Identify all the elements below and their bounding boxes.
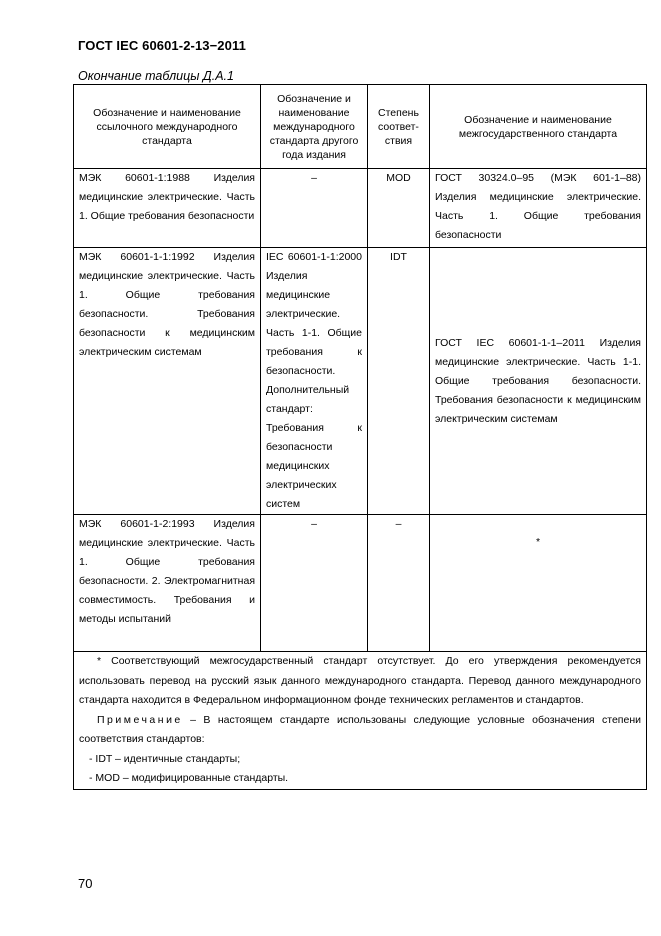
column-header-degree: Степень соответ-ствия [368, 85, 430, 169]
cell-interstate: * [430, 515, 647, 652]
cell-interstate: ГОСТ 30324.0–95 (МЭК 601-1–88) Изделия медицинские электрические. Часть 1. Общие требования безопасности [430, 169, 647, 248]
cell-ref: МЭК 60601-1:1988 Изделия медицинские электрические. Часть 1. Общие требования безопасности [74, 169, 261, 248]
page-number: 70 [78, 876, 93, 891]
table-row [74, 515, 647, 652]
column-header-interstate: Обозначение и наименование межгосударственного стандарта [430, 85, 647, 169]
notes-row [74, 652, 647, 790]
column-header-other: Обозначение и наименование международного стандарта другого года издания [261, 85, 368, 169]
note-item: - IDT – идентичные стандарты; [89, 752, 241, 765]
note-paragraph [79, 711, 641, 750]
document-header: ГОСТ IEC 60601-2-13−2011 [78, 38, 246, 53]
cell-ref: МЭК 60601-1-1:1992 Изделия медицинские электрические. Часть 1. Общие требования безопасности. Требования безопасности к медицинским электрическим системам [74, 248, 261, 515]
cell-degree: – [368, 515, 430, 652]
cell-other: – [261, 515, 368, 652]
table-header-row [74, 85, 647, 169]
cell-degree: MOD [368, 169, 430, 248]
cell-ref: МЭК 60601-1-2:1993 Изделия медицинские электрические. Часть 1. Общие требования безопасности. 2. Электромагнитная совместимость. Требования и методы испытаний [74, 515, 261, 652]
table-row [74, 248, 647, 515]
standards-table [73, 84, 647, 790]
table-row [74, 169, 647, 248]
notes-cell [74, 652, 647, 790]
column-header-ref: Обозначение и наименование ссылочного международного стандарта [74, 85, 261, 169]
table-caption: Окончание таблицы Д.А.1 [78, 69, 234, 83]
note-item: - MOD – модифицированные стандарты. [89, 772, 289, 784]
cell-other: – [261, 169, 368, 248]
note-text: – В настоящем стандарте использованы следующие условные обозначения степени соответствия стандартов: [79, 713, 641, 745]
cell-interstate: ГОСТ IEC 60601-1-1–2011 Изделия медицинские электрические. Часть 1-1. Общие требования безопасности. Требования безопасности к медицинским электрическим системам [430, 248, 647, 515]
cell-degree: IDT [368, 248, 430, 515]
cell-other: IEC 60601-1-1:2000 Изделия медицинские электрические. Часть 1-1. Общие требования к безопасности. Дополнительный стандарт: Требования к безопасности медицинских электрических систем [261, 248, 368, 515]
footnote-text: * Соответствующий межгосударственный стандарт отсутствует. До его утверждения рекомендуется использовать перевод на русский язык данного международного стандарта. Перевод данного международного стандарта находится в Федеральном информационном фонде технических регламентов и стандартов. [79, 655, 641, 706]
note-label: Примечание [97, 713, 183, 726]
